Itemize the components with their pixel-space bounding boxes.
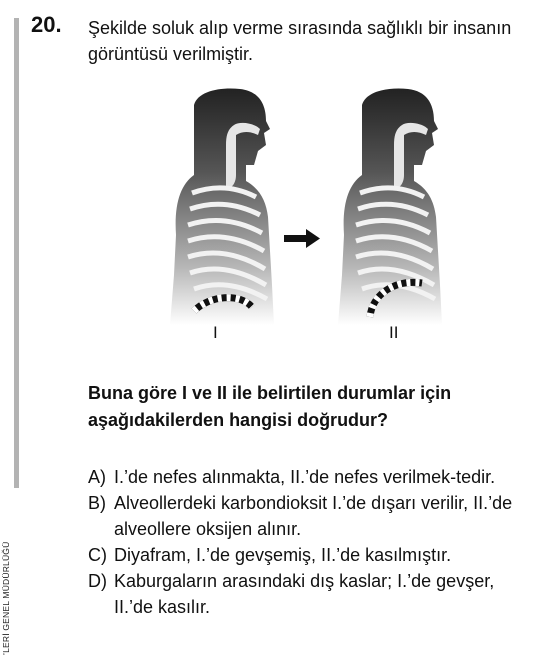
figure-label-two: II — [389, 323, 399, 342]
option-letter: C) — [88, 545, 107, 565]
figure-two-body — [338, 89, 442, 325]
option-a[interactable] — [88, 464, 533, 490]
option-letter: D) — [88, 571, 107, 591]
figure-label-one: I — [213, 323, 218, 342]
question-prompt: Buna göre I ve II ile belirtilen durumlar için aşağıdakilerden hangisi doğrudur? — [88, 383, 452, 430]
breathing-illustration — [170, 85, 460, 345]
answer-options — [88, 464, 533, 620]
right-arrow-icon — [284, 229, 320, 248]
side-margin-bar — [14, 18, 19, 488]
question-number: 20. — [31, 12, 62, 37]
option-letter: B) — [88, 493, 106, 513]
option-text: Kaburgaların arasındaki dış kaslar; I.’de gevşer, II.’de kasılır. — [114, 571, 495, 617]
option-text: I.’de nefes alınmakta, II.’de nefes verilmek-tedir. — [114, 467, 496, 487]
question-stem: Şekilde soluk alıp verme sırasında sağlıklı bir insanın görüntüsü verilmiştir. — [88, 18, 512, 64]
side-footer-text: ’LERİ GENEL MÜDÜRLÜĞÜ — [1, 541, 11, 655]
option-d[interactable] — [88, 568, 533, 620]
option-text: Diyafram, I.’de gevşemiş, II.’de kasılmıştır. — [114, 545, 452, 565]
option-c[interactable] — [88, 542, 533, 568]
breathing-figure — [170, 85, 460, 345]
figure-one-body — [170, 89, 274, 325]
option-b[interactable] — [88, 490, 533, 542]
option-text: Alveollerdeki karbondioksit I.’de dışarı verilir, II.’de alveollere oksijen alınır. — [114, 493, 513, 539]
option-letter: A) — [88, 467, 106, 487]
